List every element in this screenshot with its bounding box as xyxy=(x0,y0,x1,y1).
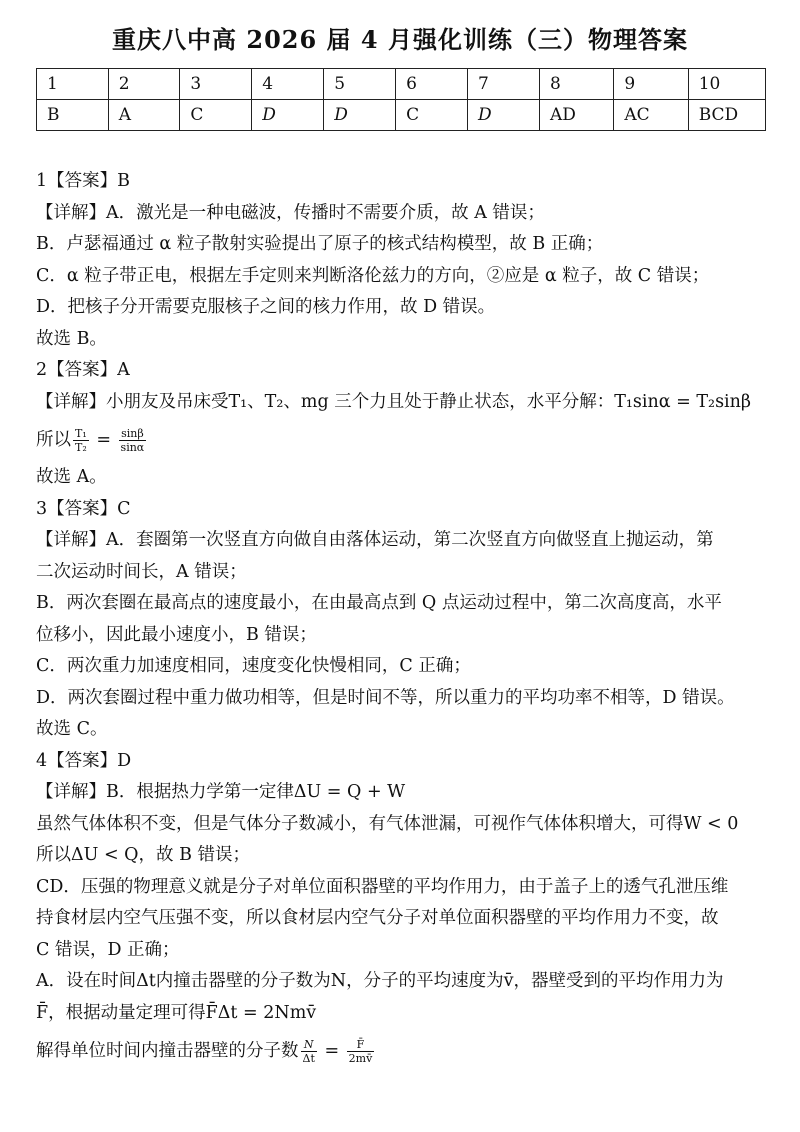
q2-ratio-prefix: 所以 xyxy=(36,430,71,450)
q4-force-fraction xyxy=(347,1038,375,1065)
page-title: 重庆八中高 2026 届 4 月强化训练（三）物理答案 xyxy=(112,25,688,54)
q3-detail-line: C．两次重力加速度相同，速度变化快慢相同，C 正确； xyxy=(36,656,471,676)
fraction-denominator: T₂ xyxy=(75,441,87,454)
q4-rate-fraction xyxy=(301,1038,317,1065)
q4-detail-line: A．设在时间Δt内撞击器壁的分子数为N，分子的平均速度为v̄，器壁受到的平均作用力为 xyxy=(36,971,724,991)
q4-detail-line: F̄，根据动量定理可得F̄Δt = 2Nmv̄ xyxy=(36,1002,317,1023)
q3-answer: 3【答案】C xyxy=(36,498,131,519)
answer-cell: D xyxy=(324,100,396,131)
question-number: 4 xyxy=(252,69,324,100)
q4-detail-line: CD．压强的物理意义就是分子对单位面积器壁的平均作用力，由于盖子上的透气孔泄压维 xyxy=(36,876,729,897)
q1-detail-line: D．把核子分开需要克服核子之间的核力作用，故 D 错误。 xyxy=(36,297,496,317)
q4-detail-line: 【详解】B．根据热力学第一定律ΔU = Q + W xyxy=(36,782,406,802)
question-number: 6 xyxy=(396,69,468,100)
q1-conclusion: 故选 B。 xyxy=(36,328,107,349)
q4-detail-line: 持食材层内空气压强不变，所以食材层内空气分子对单位面积器壁的平均作用力不变，故 xyxy=(36,908,719,928)
question-number: 8 xyxy=(539,69,613,100)
answer-cell: BCD xyxy=(688,100,765,131)
answer-cell: B xyxy=(37,100,109,131)
q3-detail-line: 【详解】A．套圈第一次竖直方向做自由落体运动，第二次竖直方向做竖直上抛运动，第 xyxy=(36,530,714,550)
fraction-numerator: N xyxy=(301,1038,317,1052)
fraction-numerator: T₁ xyxy=(75,427,87,440)
q2-sine-fraction xyxy=(119,427,147,454)
question-number: 10 xyxy=(688,69,765,100)
equals-sign: = xyxy=(318,1041,345,1061)
question-number: 3 xyxy=(180,69,252,100)
answer-cell: C xyxy=(180,100,252,131)
q3-detail-line: D．两次套圈过程中重力做功相等，但是时间不等，所以重力的平均功率不相等，D 错误。 xyxy=(36,687,735,708)
q1-detail-line: C．α 粒子带正电，根据左手定则来判断洛伦兹力的方向，②应是 α 粒子，故 C 错误； xyxy=(36,265,710,286)
q4-detail-line: 虽然气体体积不变，但是气体分子数减小，有气体泄漏，可视作气体体积增大，可得W < 0 xyxy=(36,813,739,834)
question-number: 5 xyxy=(324,69,396,100)
answer-cell: D xyxy=(467,100,539,131)
answer-cell: D xyxy=(252,100,324,131)
q2-detail-line: 【详解】小朋友及吊床受T₁、T₂、mg 三个力且处于静止状态，水平分解：T₁sinα = T₂sinβ xyxy=(36,391,752,412)
question-number: 9 xyxy=(614,69,688,100)
q2-conclusion: 故选 A。 xyxy=(36,467,107,487)
fraction-numerator: sinβ xyxy=(119,427,147,441)
question-number-row xyxy=(37,69,766,100)
equals-sign: = xyxy=(90,430,117,450)
answer-cell: C xyxy=(396,100,468,131)
question-number: 7 xyxy=(467,69,539,100)
q3-conclusion: 故选 C。 xyxy=(36,719,108,739)
fraction-numerator: F̄ xyxy=(347,1038,375,1052)
q4-answer: 4【答案】D xyxy=(36,750,132,771)
q1-detail-line: 【详解】A．激光是一种电磁波，传播时不需要介质，故 A 错误； xyxy=(36,202,545,223)
q4-detail-line: 所以ΔU < Q，故 B 错误； xyxy=(36,845,251,865)
q3-detail-line: 二次运动时间长，A 错误； xyxy=(36,561,247,582)
q2-answer: 2【答案】A xyxy=(36,360,130,380)
question-number: 1 xyxy=(37,69,109,100)
answer-cell: AD xyxy=(539,100,613,131)
q2-ratio-line xyxy=(36,418,776,462)
q3-detail-line: 位移小，因此最小速度小，B 错误； xyxy=(36,624,317,645)
q1-detail-line: B．卢瑟福通过 α 粒子散射实验提出了原子的核式结构模型，故 B 正确； xyxy=(36,234,604,254)
q2-tension-fraction xyxy=(73,427,89,454)
q1-answer: 1【答案】B xyxy=(36,171,130,191)
fraction-denominator: sinα xyxy=(120,441,145,454)
solutions-body xyxy=(36,166,776,1073)
fraction-denominator: 2mv̄ xyxy=(348,1052,373,1065)
q4-detail-line: C 错误，D 正确； xyxy=(36,939,180,960)
fraction-denominator: Δt xyxy=(302,1052,315,1065)
answer-cell: AC xyxy=(614,100,688,131)
q3-detail-line: B．两次套圈在最高点的速度最小，在由最高点到 Q 点运动过程中，第二次高度高，水平 xyxy=(36,593,722,613)
answer-cell: A xyxy=(108,100,180,131)
answer-table xyxy=(36,68,766,131)
question-number: 2 xyxy=(108,69,180,100)
q4-result-line xyxy=(36,1029,776,1073)
answer-row xyxy=(37,100,766,131)
q4-result-prefix: 解得单位时间内撞击器壁的分子数 xyxy=(36,1041,299,1061)
